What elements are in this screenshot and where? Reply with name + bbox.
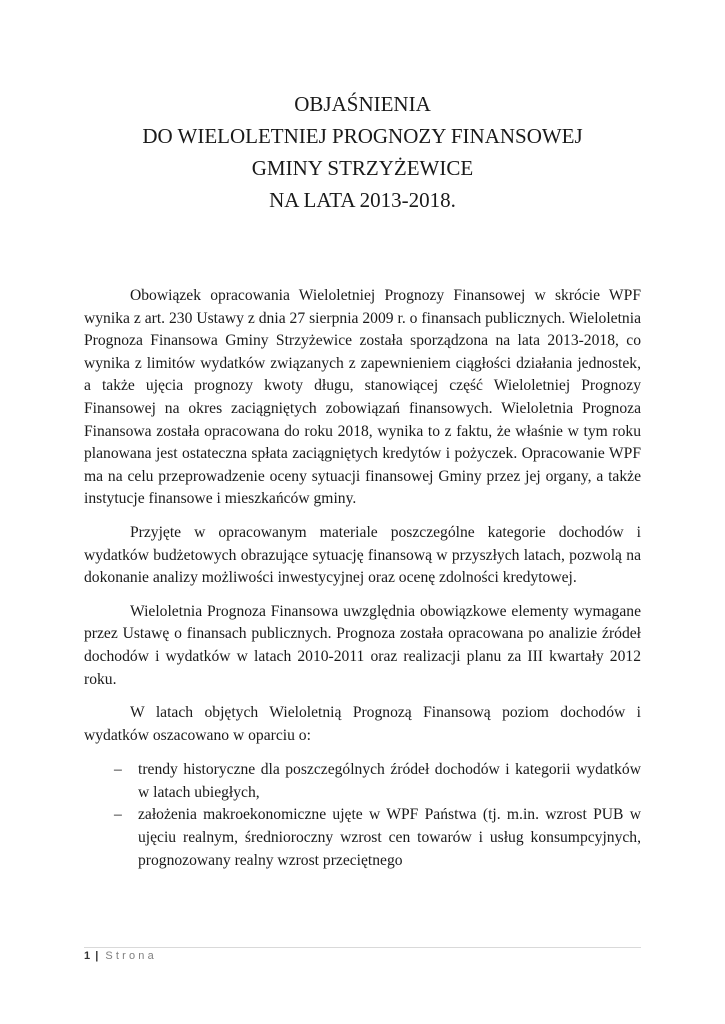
title-line-1: OBJAŚNIENIA	[294, 92, 431, 116]
dash-bullet: –	[114, 761, 122, 779]
factor-list	[84, 759, 641, 872]
page-label: Strona	[105, 950, 157, 962]
list-item	[84, 759, 641, 804]
document-body	[84, 285, 641, 872]
paragraph-3: Wieloletnia Prognoza Finansowa uwzględnia obowiązkowe elementy wymagane przez Ustawę o finansach publicznych. Prognoza została opracowana po analizie źródeł dochodów i wydatków w latach 2010-2011 oraz realizacji planu za III kwartały 2012 roku.	[84, 602, 641, 688]
title-line-3: GMINY STRZYŻEWICE	[251, 156, 474, 180]
list-item-text: trendy historyczne dla poszczególnych źródeł dochodów i kategorii wydatków w latach ubiegłych,	[138, 761, 641, 801]
paragraph-2: Przyjęte w opracowanym materiale poszczególne kategorie dochodów i wydatków budżetowych obrazujące sytuację finansową w przyszłych latach, pozwolą na dokonanie analizy możliwości inwestycyjnej oraz ocenę zdolności kredytowej.	[84, 523, 641, 587]
paragraph-1: Obowiązek opracowania Wieloletniej Prognozy Finansowej w skrócie WPF wynika z art. 230 Ustawy z dnia 27 sierpnia 2009 r. o finansach publicznych. Wieloletnia Prognoza Finansowa Gminy Strzyżewice została sporządzona na lata 2013-2018, co wynika z limitów wydatków związanych z zapewnieniem ciągłości działania jednostek, a także ujęcia prognozy kwoty długu, stanowiącej część Wieloletniej Prognozy Finansowej na okres zaciągniętych zobowiązań finansowych. Wieloletnia Prognoza Finansowa została opracowana do roku 2018, wynika to z faktu, że właśnie w tym roku planowana jest ostateczna spłata zaciągniętych kredytów i pożyczek. Opracowanie WPF ma na celu przeprowadzenie oceny sytuacji finansowej Gminy przez jej organy, a także instytucje finansowe i mieszkańców gminy.	[84, 287, 641, 508]
list-item-text: założenia makroekonomiczne ujęte w WPF Państwa (tj. m.in. wzrost PUB w ujęciu realnym, średnioroczny wzrost cen towarów i usług konsumpcyjnych, prognozowany realny wzrost przeciętnego	[138, 806, 641, 869]
title-line-4: NA LATA 2013-2018.	[269, 188, 456, 212]
list-item	[84, 804, 641, 872]
document-title	[84, 88, 641, 216]
page-footer	[84, 950, 157, 962]
dash-bullet: –	[114, 806, 122, 824]
footer-divider	[84, 947, 641, 948]
title-line-2: DO WIELOLETNIEJ PROGNOZY FINANSOWEJ	[142, 124, 583, 148]
page-number: 1	[84, 950, 91, 962]
paragraph-4: W latach objętych Wieloletnią Prognozą Finansową poziom dochodów i wydatków oszacowano w oparciu o:	[84, 704, 641, 744]
footer-separator: |	[95, 950, 99, 962]
